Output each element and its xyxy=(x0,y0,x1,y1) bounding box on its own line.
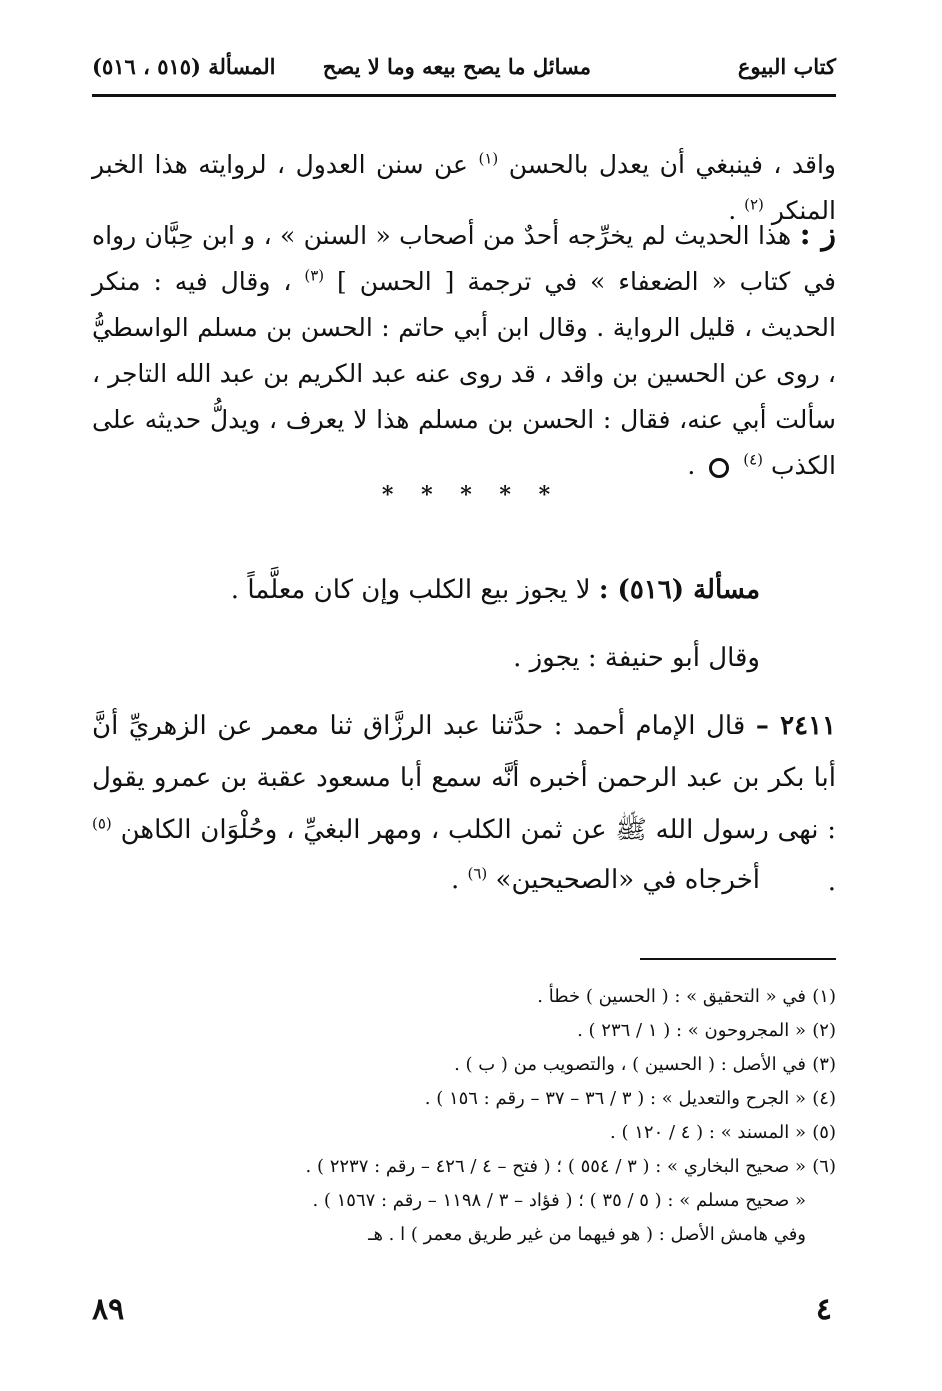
footnotes xyxy=(92,980,836,1252)
footnote-number: (٦) xyxy=(812,1156,836,1177)
paragraph-text: عن سنن العدول ، لروايته هذا الخبر المنكر xyxy=(92,150,836,225)
hadith-text: . xyxy=(827,867,836,897)
issue-text: لا يجوز بيع الكلب وإن كان معلَّماً . xyxy=(230,575,591,605)
footnote-text: « المجروحون » : ( ١ / ٢٣٦ ) . xyxy=(577,1020,806,1041)
section-separator: * * * * * xyxy=(381,482,561,508)
footnote-number: (١) xyxy=(812,986,836,1007)
header-book-title: كتاب البيوع xyxy=(737,54,836,79)
footnote-number: (٢) xyxy=(812,1020,836,1041)
footnote-ref-2[interactable]: (٢) xyxy=(744,195,764,214)
commentary-paragraph xyxy=(92,212,836,489)
hadith-number: ٢٤١١ – xyxy=(755,711,836,741)
header-issue-range: المسألة (٥١٥ ، ٥١٦) xyxy=(92,54,276,79)
footnote-text: في « التحقيق » : ( الحسين ) خطأ . xyxy=(537,986,806,1007)
takhrij-text: أخرجاه في «الصحيحين» xyxy=(495,865,760,895)
commentary-marker: ز : xyxy=(799,217,836,252)
footnote xyxy=(92,980,836,1014)
footnote-number: (٣) xyxy=(812,1054,836,1075)
paragraph-text: ، وقال فيه : منكر الحديث ، قليل الرواية . وقال ابن أبي حاتم : الحسن بن مسلم الواسطيُّ ، روى عن الحسين بن واقد ، قد روى عنه عبد الكريم بن عبد الله التاجر ، سألت أبي عنه، فقال : الحسن بن مسلم هذا لا يعرف ، ويدلُّ حديثه على الكذب xyxy=(92,267,836,480)
footnote-ref-5[interactable]: (٥) xyxy=(92,814,112,833)
footnote-text: في الأصل : ( الحسين ) ، والتصويب من ( ب ) . xyxy=(454,1054,806,1075)
footnote-continuation: وفي هامش الأصل : ( هو فيهما من غير طريق معمر ) ا . هـ xyxy=(368,1224,806,1245)
end-circle-icon xyxy=(709,458,729,478)
issue-heading xyxy=(92,568,836,612)
footnote-ref-3[interactable]: (٣) xyxy=(304,266,325,285)
footnote xyxy=(92,1082,836,1116)
footnote-text: « صحيح البخاري » : ( ٣ / ٥٥٤ ) ؛ ( فتح – ٤ / ٤٢٦ – رقم : ٢٢٣٧ ) . xyxy=(305,1156,806,1177)
paragraph-text: واقد ، فينبغي أن يعدل بالحسن xyxy=(508,150,837,179)
header-rule xyxy=(92,94,836,97)
issue-label: مسألة (٥١٦) : xyxy=(598,575,760,605)
takhrij-line xyxy=(92,858,836,902)
footnote xyxy=(92,1150,836,1184)
footnote-rule xyxy=(640,958,836,960)
footnote-number: (٤) xyxy=(812,1088,836,1109)
footnote-ref-1[interactable]: (١) xyxy=(478,149,499,168)
footnote xyxy=(92,1014,836,1048)
footnote-text: « الجرح والتعديل » : ( ٣ / ٣٦ – ٣٧ – رقم : ١٥٦ ) . xyxy=(424,1088,806,1109)
footnote-text: « المسند » : ( ٤ / ١٢٠ ) . xyxy=(610,1122,806,1143)
footnote xyxy=(92,1048,836,1082)
footnote-ref-4[interactable]: (٤) xyxy=(743,450,764,469)
volume-number: ٤ xyxy=(815,1292,832,1327)
footnote-ref-6[interactable]: (٦) xyxy=(467,864,488,883)
footnote-number: (٥) xyxy=(812,1122,836,1143)
header-chapter-title: مسائل ما يصح بيعه وما لا يصح xyxy=(322,54,591,79)
page-number-left: ٨٩ xyxy=(92,1292,125,1327)
hadith-text: قال الإمام أحمد : حدَّثنا عبد الرزَّاق ثنا معمر عن الزهريِّ أنَّ أبا بكر بن عبد الرحمن أخبره أنَّه سمع أبا مسعود عقبة بن عمرو يقول : نهى رسول الله ﷺ عن ثمن الكلب ، ومهر البغيِّ ، وحُلْوَان الكاهن xyxy=(92,711,837,845)
takhrij-text: . xyxy=(450,865,460,895)
paragraph-text: . xyxy=(687,451,696,480)
paragraph-text: هذا الحديث لم يخرِّجه أحدٌ من أصحاب « السنن » ، و ابن حِبَّان رواه في كتاب « الضعفاء » في ترجمة [ الحسن ] xyxy=(92,221,836,296)
running-header xyxy=(92,50,836,86)
paragraph-text: . xyxy=(728,196,737,225)
footnote-continuation: « صحيح مسلم » : ( ٥ / ٣٥ ) ؛ ( فؤاد – ٣ / ١١٩٨ – رقم : ١٥٦٧ ) . xyxy=(312,1190,806,1211)
footnote xyxy=(92,1116,836,1150)
abu-hanifa-opinion: وقال أبو حنيفة : يجوز . xyxy=(513,643,760,673)
